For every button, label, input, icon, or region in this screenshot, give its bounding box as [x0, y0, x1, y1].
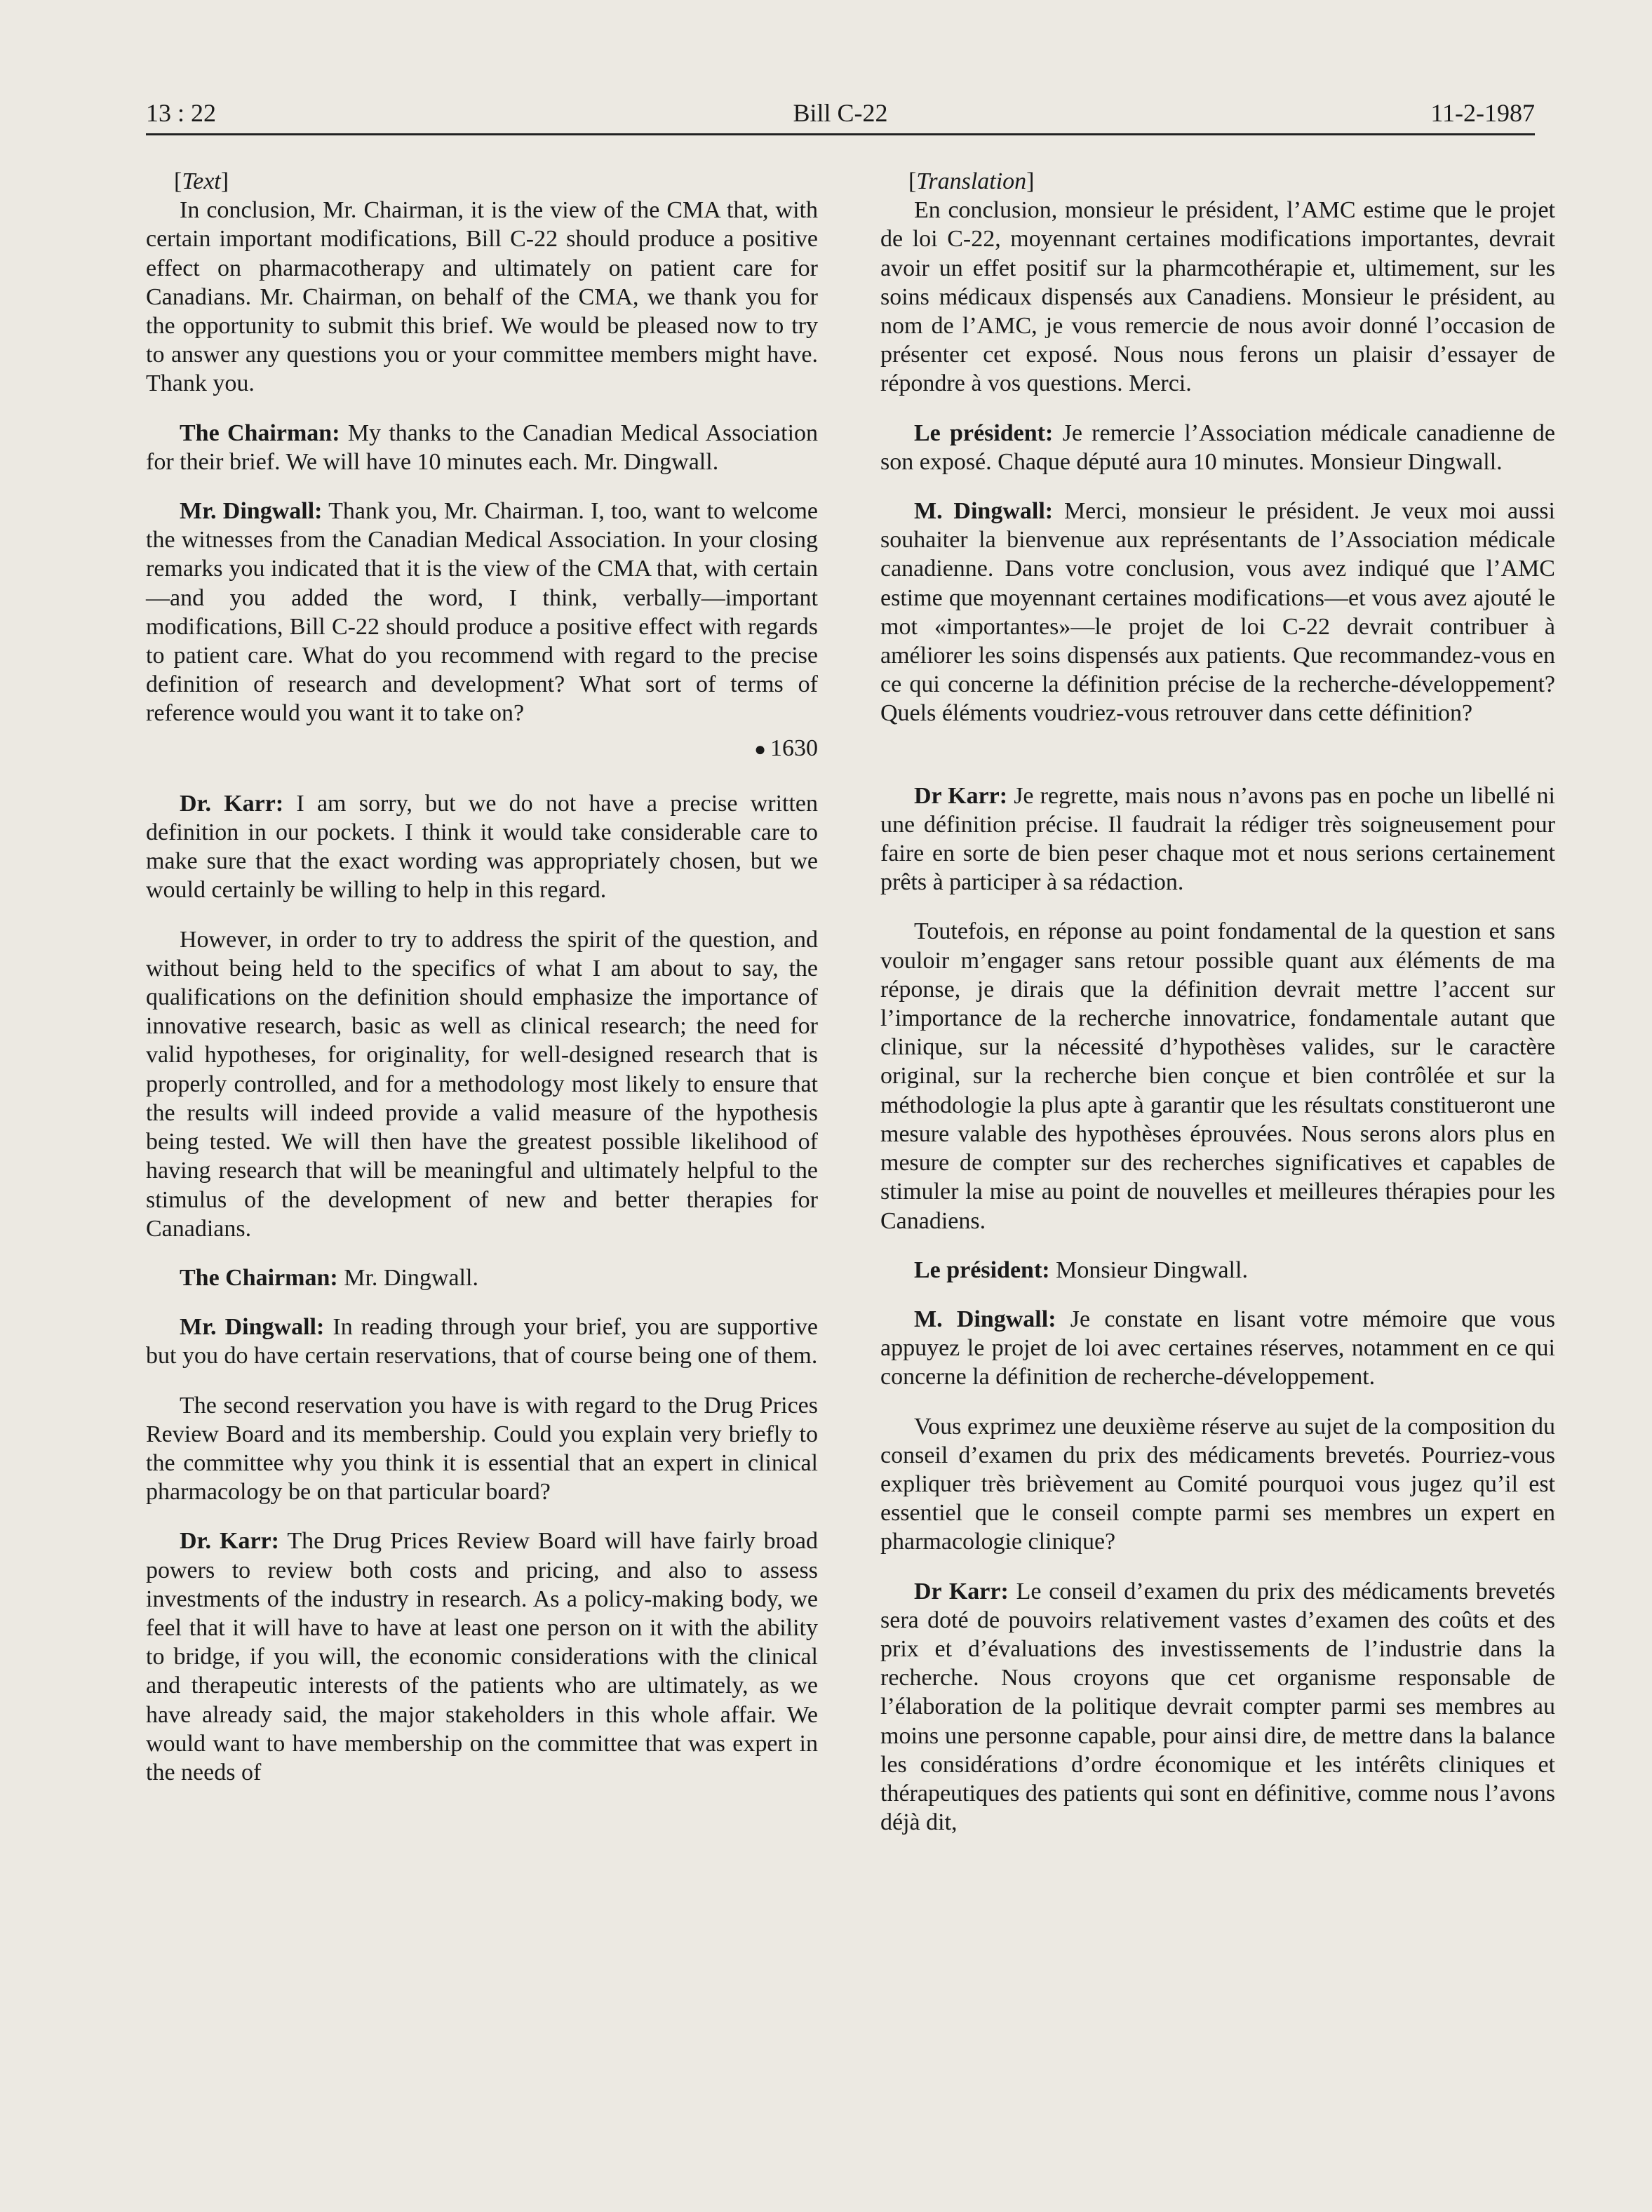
section-tag: [Text] — [174, 168, 229, 194]
paragraph: M. Dingwall: Merci, monsieur le président. Je veux moi aussi souhaiter la bienvenue aux représentants de l’Association médicale canadienne. Dans votre conclusion, vous avez indiqué que l’AMC estime que moyennant certaines modifications—et vous avez ajouté le mot «importantes»—le projet de loi C-22 devrait contribuer à améliorer les soins dispensés aux patients. Que recommandez-vous en ce qui concerne la définition précise de la recherche-développement? Quels éléments voudriez-vous retrouver dans cette définition? — [880, 498, 1555, 727]
page-number: 13 : 22 — [146, 99, 217, 127]
header-date: 11-2-1987 — [1430, 99, 1535, 127]
paragraph: However, in order to try to address the spirit of the question, and without being held to the specifics of what I am about to say, the qualifications on the definition should emphasize the importance of innovative research, basic as well as clinical research; the need for valid hypotheses, for originality, for well-designed research that is properly controlled, and for a methodology most likely to ensure that the results will indeed provide a valid measure of the hypothesis being tested. We will then have the greatest possible likelihood of having research that will be meaningful and ultimately helpful to the stimulus of the development of new and better therapies for Canadians. — [146, 926, 818, 1242]
paragraph: En conclusion, monsieur le président, l’AMC estime que le projet de loi C-22, moyennant certaines modifications importantes, devrait avoir un effet positif sur la pharmcothérapie et, ultimement, sur les soins médicaux dispensés aux Canadiens. Monsieur le président, au nom de l’AMC, je vous remercie de nous avoir donné l’occasion de présenter cet exposé. Nous nous ferons un plaisir d’essayer de répondre à vos questions. Merci. — [880, 197, 1555, 397]
paragraph: Mr. Dingwall: In reading through your brief, you are supportive but you do have certain reservations, that of course being one of them. — [146, 1314, 818, 1369]
page-header — [146, 90, 1535, 135]
paragraph: Le président: Monsieur Dingwall. — [914, 1256, 1248, 1283]
paragraph: The second reservation you have is with regard to the Drug Prices Review Board and its membership. Could you explain very briefly to the committee why you think it is essential that an expert in clinical pharmacology be on that particular board? — [146, 1392, 818, 1506]
english-column — [146, 167, 818, 1807]
paragraph: Dr. Karr: The Drug Prices Review Board will have fairly broad powers to review both costs and pricing, and also to assess investments of the industry in research. As a policy-making body, we feel that it will have to have at least one person on it with the ability to bridge, if you will, the economic considerations with the clinical and therapeutic interests of the patients who are ultimately, as we have already said, the major stakeholders in this whole affair. We would want to have membership on the committee that was expert in the needs of — [146, 1528, 818, 1785]
paragraph: Vous exprimez une deuxième réserve au sujet de la composition du conseil d’examen du prix des médicaments brevetés. Pourriez-vous expliquer très brièvement au Comité pourquoi vous jugez qu’il est essentiel que le conseil compte parmi ses membres un expert en pharmacologie clinique? — [880, 1413, 1555, 1555]
paragraph: The Chairman: Mr. Dingwall. — [180, 1264, 478, 1291]
paragraph: M. Dingwall: Je constate en lisant votre mémoire que vous appuyez le projet de loi avec certaines réserves, notamment en ce qui concerne la définition de recherche-développement. — [880, 1306, 1555, 1390]
paragraph: Dr. Karr: I am sorry, but we do not have a precise written definition in our pockets. I think it would take considerable care to make sure that the exact wording was appropriately chosen, but we would certainly be willing to help in this regard. — [146, 790, 818, 904]
time-marker: ● 1630 — [754, 735, 818, 761]
paragraph: Mr. Dingwall: Thank you, Mr. Chairman. I, too, want to welcome the witnesses from the Canadian Medical Association. In your closing remarks you indicated that it is the view of the CMA that, with certain—and you added the word, I think, verbally—important modifications, Bill C-22 should produce a positive effect with regards to patient care. What do you recommend with regard to the precise definition of research and development? What sort of terms of reference would you want it to take on? — [146, 498, 818, 727]
paragraph: Dr Karr: Le conseil d’examen du prix des médicaments brevetés sera doté de pouvoirs relativement vastes d’examen des coûts et des prix et d’évaluations des investissements de l’industrie dans la recherche. Nous croyons que cet organisme responsable de l’élaboration de la politique devrait compter parmi ses membres au moins une personne capable, pour ainsi dire, de mettre dans la balance les considérations d’ordre économique et les intérêts cliniques et thérapeutiques des patients qui sont en définitive, comme nous l’avons déjà dit, — [880, 1578, 1556, 1836]
paragraph: In conclusion, Mr. Chairman, it is the view of the CMA that, with certain important modifications, Bill C-22 should produce a positive effect on pharmacotherapy and ultimately on patient care for Canadians. Mr. Chairman, on behalf of the CMA, we thank you for the opportunity to submit this brief. We would be pleased now to try to answer any questions you or your committee members might have. Thank you. — [146, 197, 818, 397]
paragraph: Toutefois, en réponse au point fondamental de la question et sans vouloir m’engager sans retour possible quant aux éléments de ma réponse, je dirais que la définition devrait mettre l’accent sur l’importance de la recherche innovatrice, fondamentale autant que clinique, sur la nécessité d’hypothèses valides, sur le caractère original, sur la recherche bien conçue et bien contrôlée et sur la méthodologie la plus apte à garantir que les résultats constitueront une mesure valable des hypothèses éprouvées. Nous serons alors plus en mesure de compter sur des recherches significatives et capables de stimuler la mise au point de nouvelles et meilleures thérapies pour les Canadiens. — [880, 918, 1555, 1234]
section-tag: [Translation] — [908, 168, 1035, 194]
paragraph: Le président: Je remercie l’Association médicale canadienne de son exposé. Chaque député aura 10 minutes. Monsieur Dingwall. — [880, 420, 1556, 475]
paragraph: The Chairman: My thanks to the Canadian Medical Association for their brief. We will have 10 minutes each. Mr. Dingwall. — [146, 420, 819, 475]
paragraph: Dr Karr: Je regrette, mais nous n’avons pas en poche un libellé ni une définition précise. Il faudrait la rédiger très soigneusement pour faire en sorte de bien peser chaque mot et nous serions certainement prêts à participer à sa rédaction. — [880, 782, 1556, 896]
marker-spacer — [880, 728, 1555, 782]
bill-title: Bill C-22 — [793, 99, 888, 127]
french-column — [880, 167, 1555, 1857]
